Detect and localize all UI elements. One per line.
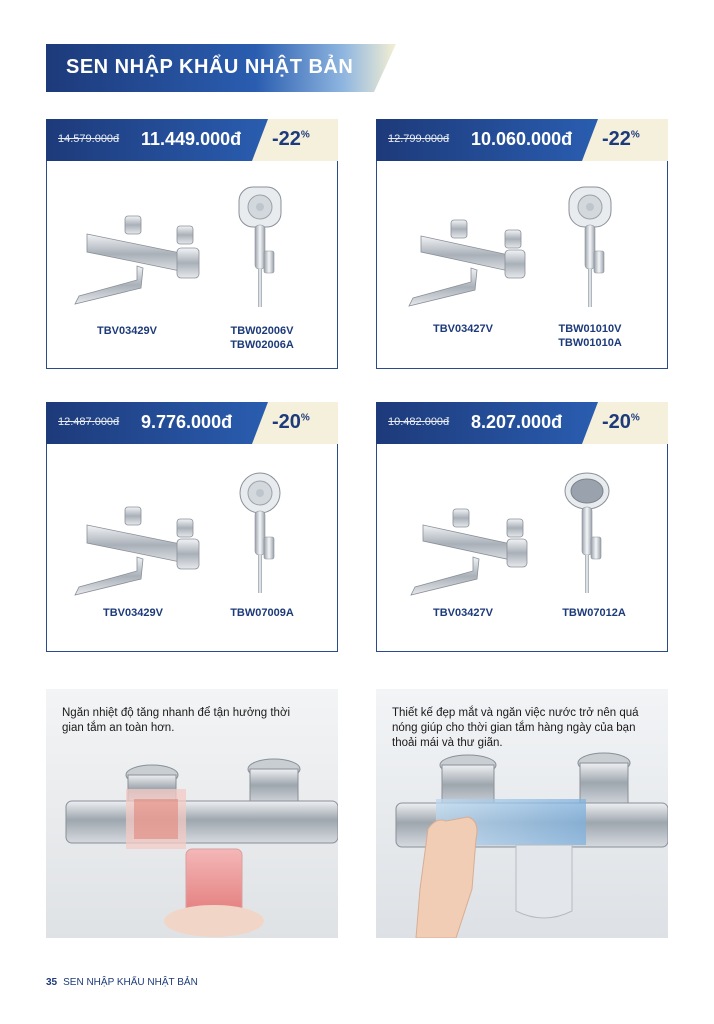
new-price: 11.449.000đ — [141, 129, 242, 149]
faucet-image — [401, 212, 541, 312]
page-title: SEN NHẬP KHẨU NHẬT BẢN — [66, 56, 354, 78]
faucet-image — [67, 501, 207, 601]
page-title-banner — [46, 44, 396, 92]
price-header — [376, 402, 668, 444]
price-header — [46, 402, 338, 444]
shower-code: TBW07009A — [230, 607, 294, 619]
shower-code: TBW02006V TBW02006A — [230, 325, 294, 351]
new-price: 9.776.000đ — [141, 412, 233, 432]
price-header — [46, 119, 338, 161]
discount-badge: -20% — [602, 411, 640, 433]
new-price: 8.207.000đ — [471, 412, 563, 432]
page-footer — [46, 977, 198, 988]
faucet-code: TBV03427V — [433, 323, 493, 335]
feature-caption: Ngăn nhiệt độ tăng nhanh để tận hưởng thời gian tắm an toàn hơn. — [62, 707, 291, 734]
hand-shower-image — [235, 185, 287, 310]
new-price: 10.060.000đ — [471, 129, 573, 149]
hand-shower-image — [235, 471, 287, 596]
faucet-image — [403, 503, 543, 603]
discount-badge: -22% — [272, 128, 310, 150]
discount-badge: -22% — [602, 128, 640, 150]
faucet-image — [67, 208, 207, 308]
old-price: 12.799.000đ — [388, 133, 450, 145]
old-price: 12.487.000đ — [58, 416, 120, 428]
product-card — [376, 402, 668, 652]
price-header — [376, 119, 668, 161]
faucet-code: TBV03429V — [103, 607, 163, 619]
old-price: 14.579.000đ — [58, 133, 120, 145]
discount-badge: -20% — [272, 411, 310, 433]
faucet-code: TBV03429V — [97, 325, 157, 337]
faucet-code: TBV03427V — [433, 607, 493, 619]
feature-photo-hand — [376, 689, 668, 938]
feature-caption: Thiết kế đẹp mắt và ngăn việc nước trở nên quá nóng giúp cho thời gian tắm hàng ngày của bạn thoải mái và thư giãn. — [392, 707, 639, 749]
shower-code: TBW07012A — [562, 607, 626, 619]
hand-shower-image — [562, 471, 614, 596]
page-number: 35 — [46, 977, 58, 988]
footer-section-title: SEN NHẬP KHẨU NHẬT BẢN — [63, 977, 198, 988]
hand-shower-image — [565, 185, 617, 310]
old-price: 10.482.000đ — [388, 416, 450, 428]
feature-photo-cutaway — [46, 689, 338, 938]
product-card — [46, 402, 338, 652]
shower-code: TBW01010V TBW01010A — [558, 323, 622, 349]
product-card — [376, 119, 668, 369]
product-card — [46, 119, 338, 369]
